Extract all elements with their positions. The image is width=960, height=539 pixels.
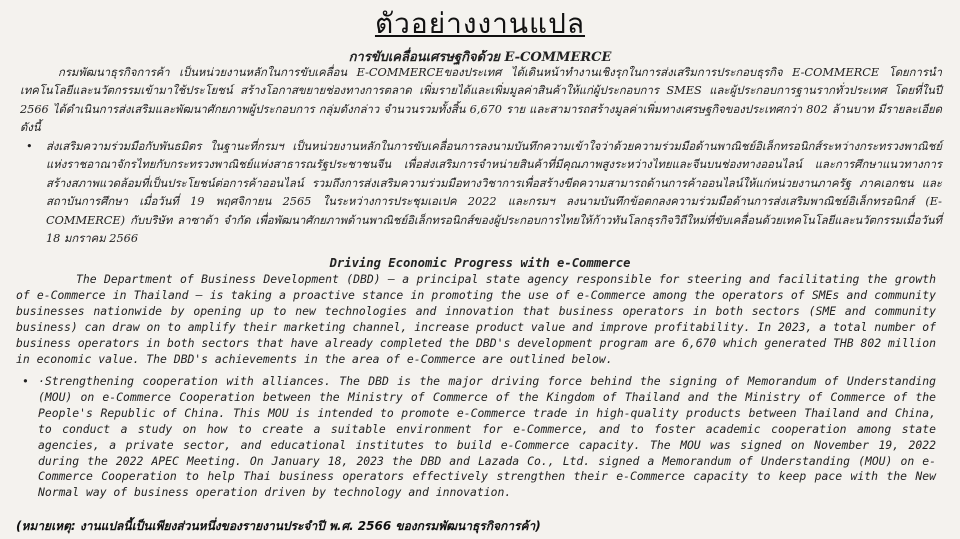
list-item [20,138,942,248]
thai-section-heading: การขับเคลื่อนเศรษฐกิจด้วย E-COMMERCE [348,50,612,65]
bullet-icon: • [26,140,33,153]
thai-bullet-text: ส่งเสริมความร่วมมือกับพันธมิตร ในฐานะที่กรมฯ เป็นหน่วยงานหลักในการขับเคลื่อนการลงนามบันทึกความเข้าใจว่าด้วยความร่วมมือด้านพาณิชย์อิเล็กทรอนิกส์ระหว่างกระทรวงพาณิชย์แห่งราชอาณาจักรไทยกับกระทรวงพาณิชย์แห่งสาธารณรัฐประชาชนจีน เพื่อส่งเสริมการจำหน่ายสินค้าที่มีคุณภาพสูงระหว่างไทยและจีนบนช่องทางออนไลน์ และการศึกษาแนวทางการสร้างสภาพแวดล้อมที่เป็นประโยชน์ต่อการค้าออนไลน์ รวมถึงการส่งเสริมความร่วมมือทางวิชาการเพื่อสร้างขีดความสามารถด้านการค้าออนไลน์ให้แก่หน่วยงานภาครัฐ ภาคเอกชน และสถาบันการศึกษา เมื่อวันที่ 19 พฤศจิกายน 2565 ในระหว่างการประชุมเอเปค 2022 และกรมฯ ลงนามบันทึกข้อตกลงความร่วมมือด้านการส่งเสริมพาณิชย์อิเล็กทรอนิกส์ (E-COMMERCE) กับบริษัท ลาซาด้า จำกัด เพื่อพัฒนาศักยภาพด้านพาณิชย์อิเล็กทรอนิกส์ของผู้ประกอบการไทยให้ก้าวทันโลกธุรกิจวิถีใหม่ที่ขับเคลื่อนด้วยเทคโนโลยีและนวัตกรรมเมื่อวันที่ 18 มกราคม 2566 [46,140,942,246]
english-section-heading: Driving Economic Progress with e-Commerce [329,256,631,270]
english-intro-paragraph: The Department of Business Development (DBD) – a principal state agency responsible for steering and facilitating the growth of e-Commerce in Thailand – is taking a proactive stance in promoting the use of e-Commerce among the operators of SMEs and community businesses nationwide by opening up to new technologies and innovation that business operators in both sectors (SME and community business) can draw on to amplify their marketing channel, increase product value and improve profitability. In 2023, a total number of business operators in both sectors that have already completed the DBD's development program are 6,670 which generated THB 802 million in economic value. The DBD's achievements in the area of e-Commerce are outlined below. [16,272,936,366]
thai-intro-paragraph: กรมพัฒนาธุรกิจการค้า เป็นหน่วยงานหลักในการขับเคลื่อน E-COMMERCEของประเทศ ได้เดินหน้าทำงานเชิงรุกในการส่งเสริมการประกอบธุรกิจ E-COMMERCE โดยการนำเทคโนโลยีและนวัตกรรมเข้ามาใช้ประโยชน์ สร้างโอกาสขยายช่องทางการตลาด เพิ่มรายได้และเพิ่มมูลค่าสินค้าให้แก่ผู้ประกอบการ SMES และผู้ประกอบการฐานรากทั่วประเทศ โดยที่ในปี 2566 ได้ดำเนินการส่งเสริมและพัฒนาศักยภาพผู้ประกอบการ กลุ่มดังกล่าว จำนวนรวมทั้งสิ้น 6,670 ราย และสามารถสร้างมูลค่าเพิ่มทางเศรษฐกิจของประเทศกว่า 802 ล้านบาท มีรายละเอียดดังนี้ [20,66,942,135]
footnote: (หมายเหตุ: งานแปลนี้เป็นเพียงส่วนหนึ่งของรายงานประจำปี พ.ศ. 2566 ของกรมพัฒนาธุรกิจการค้า) [16,519,541,533]
page-title: ตัวอย่างงานแปล [374,7,586,40]
english-bullet-text: ·Strengthening cooperation with alliances. The DBD is the major driving force behind the signing of Memorandum of Understanding (MOU) on e-Commerce Cooperation between the Ministry of Commerce of the Kingdom of Thailand and the Ministry of Commerce of the People's Republic of China. This MOU is intended to promote e-Commerce trade in high-quality products between Thailand and China, to conduct a study on how to create a suitable environment for e-Commerce, and to foster academic cooperation among state agencies, a private sector, and educational institutes to build e-Commerce capacity. The MOU was signed on November 19, 2022 during the 2022 APEC Meeting. On January 18, 2023 the DBD and Lazada Co., Ltd. signed a Memorandum of Understanding (MOU) on e-Commerce Cooperation to help Thai business operators effectively strengthen their e-Commerce capacity to keep pace with the New Normal way of business operation driven by technology and innovation. [38,374,936,500]
list-item [16,374,936,501]
english-bullet-list [16,374,936,501]
thai-bullet-list [20,138,942,248]
bullet-icon: • [22,374,29,388]
